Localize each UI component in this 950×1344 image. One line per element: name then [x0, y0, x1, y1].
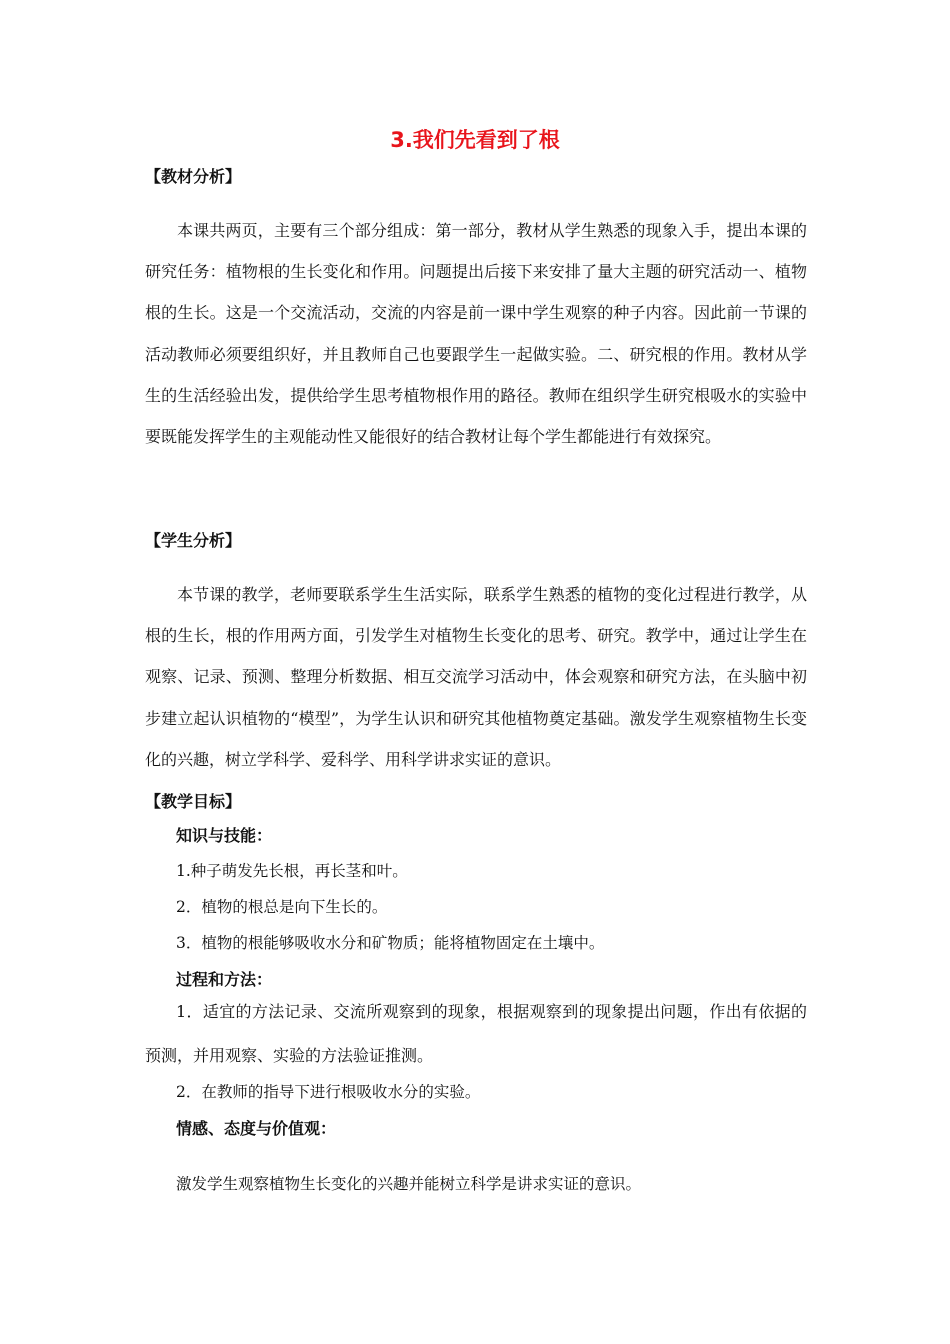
textbook-analysis-paragraph: 本课共两页，主要有三个部分组成：第一部分，教材从学生熟悉的现象入手，提出本课的研究任务：植物根的生长变化和作用。问题提出后接下来安排了量大主题的研究活动一、植物根的生长。这是一个交流活动，交流的内容是前一课中学生观察的种子内容。因此前一节课的活动教师必须要组织好，并且教师自己也要跟学生一起做实验。二、研究根的作用。教材从学生的生活经验出发，提供给学生思考植物根作用的路径。教师在组织学生研究根吸水的实验中要既能发挥学生的主观能动性又能很好的结合教材让每个学生都能进行有效探究。	[145, 221, 807, 447]
attitude-item: 激发学生观察植物生长变化的兴趣并能树立科学是讲求实证的意识。	[176, 1175, 642, 1193]
process-item: 2．在教师的指导下进行根吸收水分的实验。	[176, 1083, 481, 1101]
section-heading-textbook-analysis: 【教材分析】	[145, 167, 242, 186]
section-heading-student-analysis: 【学生分析】	[145, 531, 242, 550]
process-item: 1．适宜的方法记录、交流所观察到的现象，根据观察到的现象提出问题，作出有依据的预测，并用观察、实验的方法验证推测。	[145, 1002, 807, 1065]
page-title: 3.我们先看到了根	[390, 128, 560, 152]
process-methods-label: 过程和方法：	[176, 970, 273, 989]
knowledge-item: 1.种子萌发先长根，再长茎和叶。	[176, 862, 408, 880]
knowledge-item: 3．植物的根能够吸收水分和矿物质；能将植物固定在土壤中。	[176, 934, 605, 952]
section-heading-teaching-goals: 【教学目标】	[145, 792, 242, 811]
student-analysis-paragraph: 本节课的教学，老师要联系学生生活实际，联系学生熟悉的植物的变化过程进行教学，从根的生长，根的作用两方面，引发学生对植物生长变化的思考、研究。教学中，通过让学生在观察、记录、预测、整理分析数据、相互交流学习活动中，体会观察和研究方法，在头脑中初步建立起认识植物的“模型”，为学生认识和研究其他植物奠定基础。激发学生观察植物生长变化的兴趣，树立学科学、爱科学、用科学讲求实证的意识。	[145, 585, 807, 769]
attitude-values-label: 情感、态度与价值观：	[176, 1119, 337, 1138]
knowledge-skills-label: 知识与技能：	[176, 826, 273, 845]
knowledge-item: 2．植物的根总是向下生长的。	[176, 898, 388, 916]
